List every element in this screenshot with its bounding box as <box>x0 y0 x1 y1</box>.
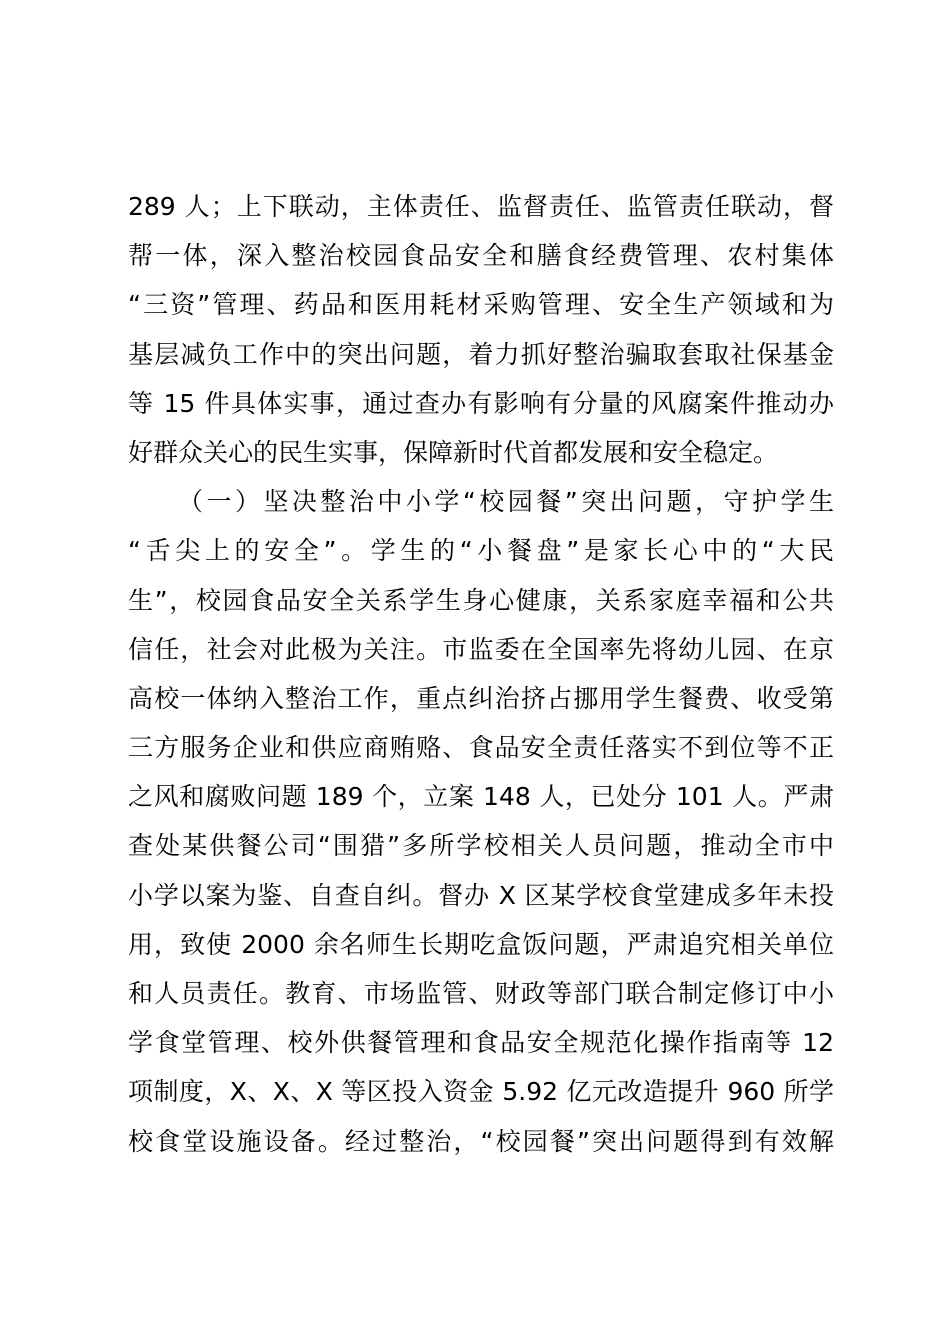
text-line: 等 15 件具体实事，通过查办有影响有分量的风腐案件推动办 <box>128 388 834 418</box>
text-line: 289 人；上下联动，主体责任、监督责任、监管责任联动，督 <box>128 192 834 221</box>
text-line: 之风和腐败问题 189 个，立案 148 人，已处分 101 人。严肃 <box>128 782 834 812</box>
text-line: 校食堂设施设备。经过整治，“校园餐”突出问题得到有效解 <box>128 1126 834 1156</box>
text-line: “舌尖上的安全”。学生的“小餐盘”是家长心中的“大民 <box>128 536 834 566</box>
text-line: 帮一体，深入整治校园食品安全和膳食经费管理、农村集体 <box>128 241 834 271</box>
text-line: 高校一体纳入整治工作，重点纠治挤占挪用学生餐费、收受第 <box>128 683 834 713</box>
text-line: 好群众关心的民生实事，保障新时代首都发展和安全稳定。 <box>128 437 779 467</box>
text-line: 项制度，X、X、X 等区投入资金 5.92 亿元改造提升 960 所学 <box>128 1077 834 1107</box>
text-line: 学食堂管理、校外供餐管理和食品安全规范化操作指南等 12 <box>128 1028 834 1058</box>
text-line: “三资”管理、药品和医用耗材采购管理、安全生产领域和为 <box>128 290 834 320</box>
text-line: 信任，社会对此极为关注。市监委在全国率先将幼儿园、在京 <box>128 634 834 664</box>
text-line: 用，致使 2000 余名师生长期吃盒饭问题，严肃追究相关单位 <box>128 929 834 959</box>
paragraph-heading-line: （一）坚决整治中小学“校园餐”突出问题，守护学生 <box>178 487 834 517</box>
body-text <box>128 182 834 1166</box>
text-line: 三方服务企业和供应商贿赂、食品安全责任落实不到位等不正 <box>128 733 834 763</box>
text-line: 基层减负工作中的突出问题，着力抓好整治骗取套取社保基金 <box>128 339 834 369</box>
text-line: 和人员责任。教育、市场监管、财政等部门联合制定修订中小 <box>128 979 834 1008</box>
text-line: 小学以案为鉴、自查自纠。督办 X 区某学校食堂建成多年未投 <box>128 880 834 910</box>
text-line: 生”，校园食品安全关系学生身心健康，关系家庭幸福和公共 <box>128 585 834 615</box>
text-line: 查处某供餐公司“围猎”多所学校相关人员问题，推动全市中 <box>128 831 834 861</box>
